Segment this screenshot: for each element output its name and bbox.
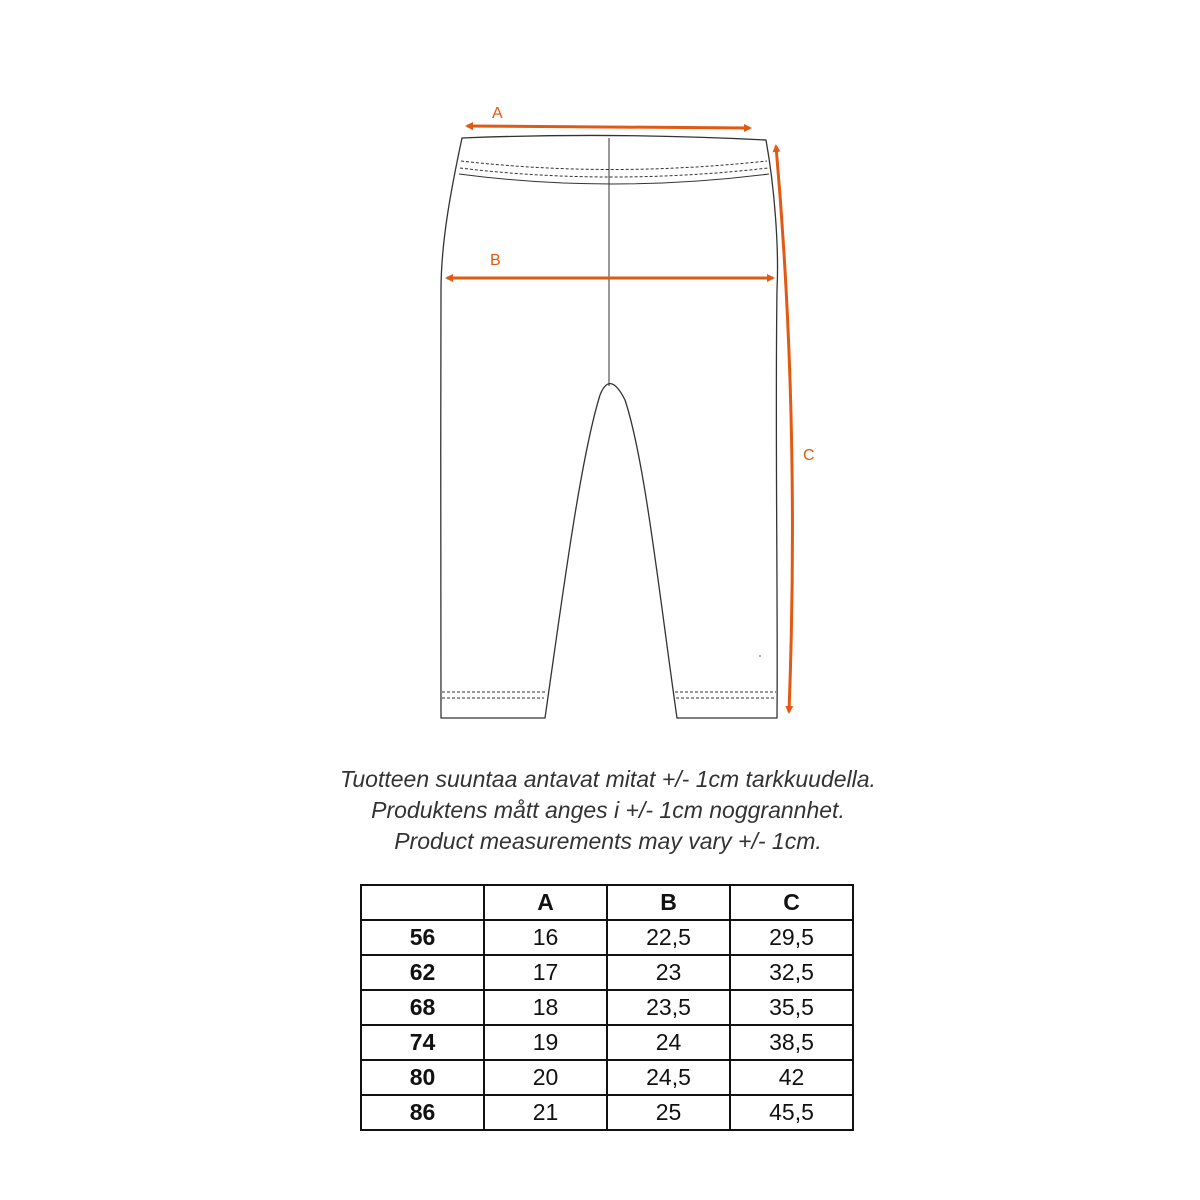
size-cell: 80	[361, 1060, 484, 1095]
label-a: A	[492, 105, 503, 122]
waistband-stitch-bottom	[460, 168, 768, 177]
size-chart-table	[360, 884, 854, 1131]
note-line-english: Product measurements may vary +/- 1cm.	[394, 828, 822, 854]
measure-c-arrow	[776, 146, 792, 712]
pants-outline	[441, 135, 778, 718]
table-row	[361, 1060, 853, 1095]
value-c-cell: 45,5	[730, 1095, 853, 1130]
table-row	[361, 1025, 853, 1060]
value-a-cell: 19	[484, 1025, 607, 1060]
table-header-row	[361, 885, 853, 920]
value-a-cell: 16	[484, 920, 607, 955]
size-cell: 74	[361, 1025, 484, 1060]
note-line-swedish: Produktens mått anges i +/- 1cm noggrannhet.	[371, 797, 845, 823]
value-b-cell: 24,5	[607, 1060, 730, 1095]
value-a-cell: 18	[484, 990, 607, 1025]
value-c-cell: 29,5	[730, 920, 853, 955]
header-c: C	[730, 885, 853, 920]
table-row	[361, 990, 853, 1025]
value-c-cell: 35,5	[730, 990, 853, 1025]
size-cell: 56	[361, 920, 484, 955]
size-cell: 68	[361, 990, 484, 1025]
table-row	[361, 1095, 853, 1130]
waistband-stitch-top	[461, 161, 767, 170]
value-c-cell: 32,5	[730, 955, 853, 990]
fabric-dot	[759, 655, 761, 657]
measurement-arrows	[447, 126, 792, 712]
label-b: B	[490, 252, 501, 269]
measurement-note	[0, 764, 1200, 857]
note-line-finnish: Tuotteen suuntaa antavat mitat +/- 1cm tarkkuudella.	[340, 766, 876, 792]
value-c-cell: 42	[730, 1060, 853, 1095]
measure-a-arrow	[467, 126, 750, 128]
value-b-cell: 25	[607, 1095, 730, 1130]
value-c-cell: 38,5	[730, 1025, 853, 1060]
value-a-cell: 17	[484, 955, 607, 990]
value-b-cell: 23,5	[607, 990, 730, 1025]
value-b-cell: 24	[607, 1025, 730, 1060]
waistband-edge	[459, 174, 769, 184]
header-b: B	[607, 885, 730, 920]
value-a-cell: 20	[484, 1060, 607, 1095]
value-a-cell: 21	[484, 1095, 607, 1130]
label-c: C	[803, 447, 815, 464]
value-b-cell: 23	[607, 955, 730, 990]
header-a: A	[484, 885, 607, 920]
size-cell: 86	[361, 1095, 484, 1130]
table-row	[361, 955, 853, 990]
header-size	[361, 885, 484, 920]
table-row	[361, 920, 853, 955]
value-b-cell: 22,5	[607, 920, 730, 955]
size-cell: 62	[361, 955, 484, 990]
